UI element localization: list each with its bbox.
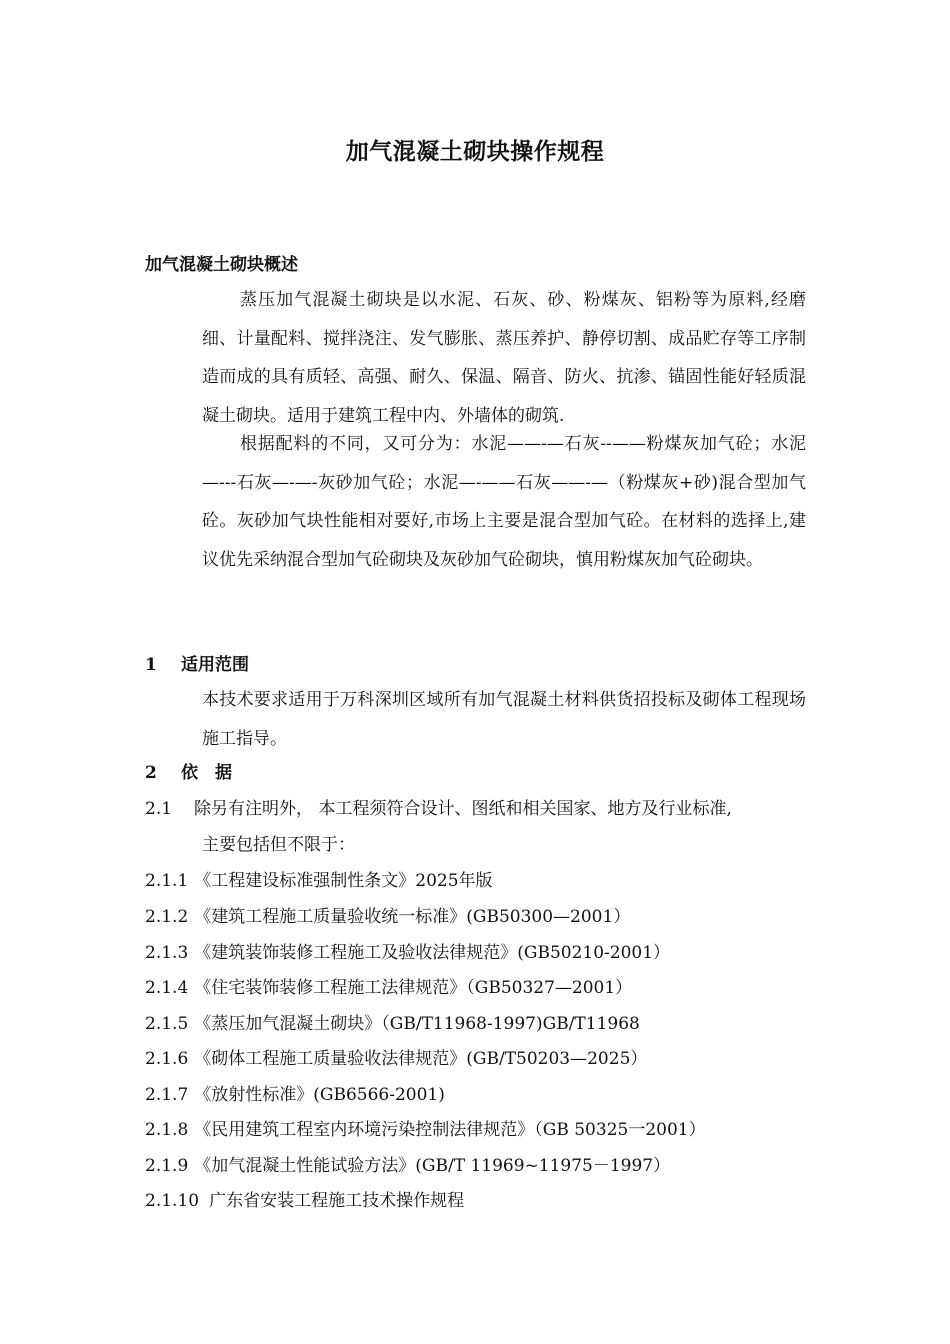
section-1-number: 1 — [145, 655, 157, 675]
overview-heading: 加气混凝土砌块概述 — [145, 255, 298, 275]
reference-text: 《放射性标准》(GB6566-2001) — [194, 1085, 445, 1105]
reference-number: 2.1.2 — [145, 907, 189, 927]
reference-text: 《蒸压加气混凝土砌块》（GB/T11968-1997)GB/T11968 — [194, 1014, 640, 1034]
reference-number: 2.1.6 — [145, 1049, 189, 1069]
clause-2-1-number: 2.1 — [145, 799, 173, 819]
clause-2-1-line-2: 主要包括但不限于： — [202, 835, 355, 855]
reference-item — [145, 905, 630, 929]
reference-item — [145, 869, 493, 893]
reference-text: 广东省安装工程施工技术操作规程 — [209, 1191, 465, 1211]
reference-text: 《砌体工程施工质量验收法律规范》(GB/T50203—2025） — [194, 1049, 648, 1069]
reference-number: 2.1.7 — [145, 1085, 189, 1105]
reference-number: 2.1.3 — [145, 943, 189, 963]
overview-paragraph-2: 根据配料的不同，又可分为：水泥——-—石灰--——粉煤灰加气砼；水泥—---石灰—-—-灰砂加气砼；水泥—-——石灰——-—（粉煤灰+砂)混合型加气砼。灰砂加气块性能相对要好,市场上主要是混合型加气砼。在材料的选择上,建议优先采纳混合型加气砼砌块及灰砂加气砼砌块，慎用粉煤灰加气砼砌块。 — [202, 434, 806, 570]
reference-item — [145, 1118, 706, 1142]
overview-paragraph-1: 蒸压加气混凝土砌块是以水泥、石灰、砂、粉煤灰、铝粉等为原料,经磨细、计量配料、搅拌浇注、发气膨胀、蒸压养护、静停切割、成品贮存等工序制造而成的具有质轻、高强、耐久、保温、隔音、防火、抗渗、锚固性能好轻质混凝土砌块。适用于建筑工程中内、外墙体的砌筑. — [202, 290, 806, 426]
section-1-body: 本技术要求适用于万科深圳区域所有加气混凝土材料供货招投标及砌体工程现场施工指导。 — [202, 690, 806, 749]
reference-number: 2.1.5 — [145, 1014, 189, 1034]
reference-text: 《工程建设标准强制性条文》2025年版 — [194, 871, 493, 891]
reference-item — [145, 1012, 640, 1036]
reference-text: 《建筑工程施工质量验收统一标准》(GB50300—2001） — [194, 907, 631, 927]
reference-number: 2.1.1 — [145, 871, 189, 891]
reference-number: 2.1.4 — [145, 978, 189, 998]
reference-text: 《建筑装饰装修工程施工及验收法律规范》(GB50210-2001） — [194, 943, 671, 963]
reference-item — [145, 1154, 670, 1178]
reference-item — [145, 1083, 445, 1107]
reference-number: 2.1.10 — [145, 1191, 200, 1211]
reference-text: 《加气混凝土性能试验方法》(GB/T 11969~11975－1997） — [194, 1156, 671, 1176]
section-2-heading — [145, 761, 232, 785]
section-2-title: 依 据 — [181, 763, 232, 783]
reference-item — [145, 1047, 647, 1071]
reference-item — [145, 941, 670, 965]
reference-number: 2.1.8 — [145, 1120, 189, 1140]
section-1-heading — [145, 653, 249, 677]
clause-2-1-line-1 — [145, 797, 732, 821]
reference-item — [145, 1189, 464, 1213]
clause-2-1-text: 除另有注明外， 本工程须符合设计、图纸和相关国家、地方及行业标准, — [194, 799, 732, 819]
reference-text: 《民用建筑工程室内环境污染控制法律规范》（GB 50325一2001） — [194, 1120, 706, 1140]
document-title: 加气混凝土砌块操作规程 — [345, 138, 605, 165]
reference-item — [145, 976, 632, 1000]
section-2-number: 2 — [145, 763, 157, 783]
section-1-title: 适用范围 — [181, 655, 249, 675]
reference-number: 2.1.9 — [145, 1156, 189, 1176]
reference-text: 《住宅装饰装修工程施工法律规范》（GB50327—2001） — [194, 978, 633, 998]
